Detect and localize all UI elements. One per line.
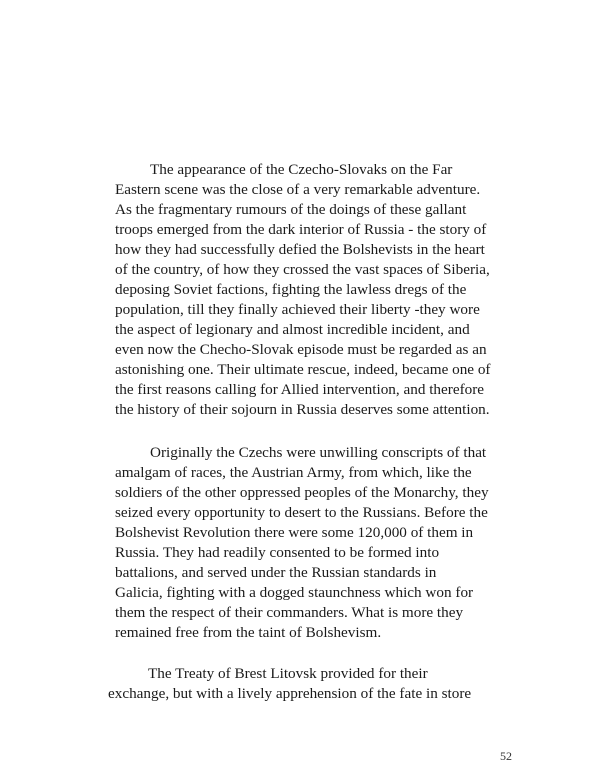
text-line: The Treaty of Brest Litovsk provided for their [148,665,428,682]
text-line: Galicia, fighting with a dogged staunchness which won for [115,584,474,601]
text-line: of the country, of how they crossed the vast spaces of Siberia, [115,261,490,278]
text-line: amalgam of races, the Austrian Army, from which, like the [115,464,472,481]
text-line: remained free from the taint of Bolshevism. [115,624,382,641]
text-line: troops emerged from the dark interior of Russia - the story of [115,221,487,238]
text-line: astonishing one. Their ultimate rescue, indeed, became one of [115,361,491,378]
text-line: population, till they finally achieved their liberty -they wore [115,301,480,318]
text-line: exchange, but with a lively apprehension of the fate in store [108,685,472,702]
text-line: Eastern scene was the close of a very remarkable adventure. [115,181,481,198]
text-line: The appearance of the Czecho-Slovaks on the Far [150,161,453,178]
page-number: 52 [500,749,512,763]
text-line: Originally the Czechs were unwilling conscripts of that [150,444,487,461]
text-line: battalions, and served under the Russian standards in [115,564,437,581]
text-line: them the respect of their commanders. What is more they [115,604,464,621]
text-line: seized every opportunity to desert to the Russians. Before the [115,504,488,521]
text-line: even now the Checho-Slovak episode must be regarded as an [115,341,487,358]
text-line: As the fragmentary rumours of the doings of these gallant [115,201,467,218]
text-line: soldiers of the other oppressed peoples of the Monarchy, they [115,484,489,501]
text-line: how they had successfully defied the Bolshevists in the heart [115,241,485,258]
text-line: the first reasons calling for Allied intervention, and therefore [115,381,485,398]
text-line: the history of their sojourn in Russia deserves some attention. [115,401,490,418]
text-line: deposing Soviet factions, fighting the lawless dregs of the [115,281,467,298]
text-line: Bolshevist Revolution there were some 120,000 of them in [115,524,474,541]
text-line: the aspect of legionary and almost incredible incident, and [115,321,470,338]
text-line: Russia. They had readily consented to be formed into [115,544,440,561]
